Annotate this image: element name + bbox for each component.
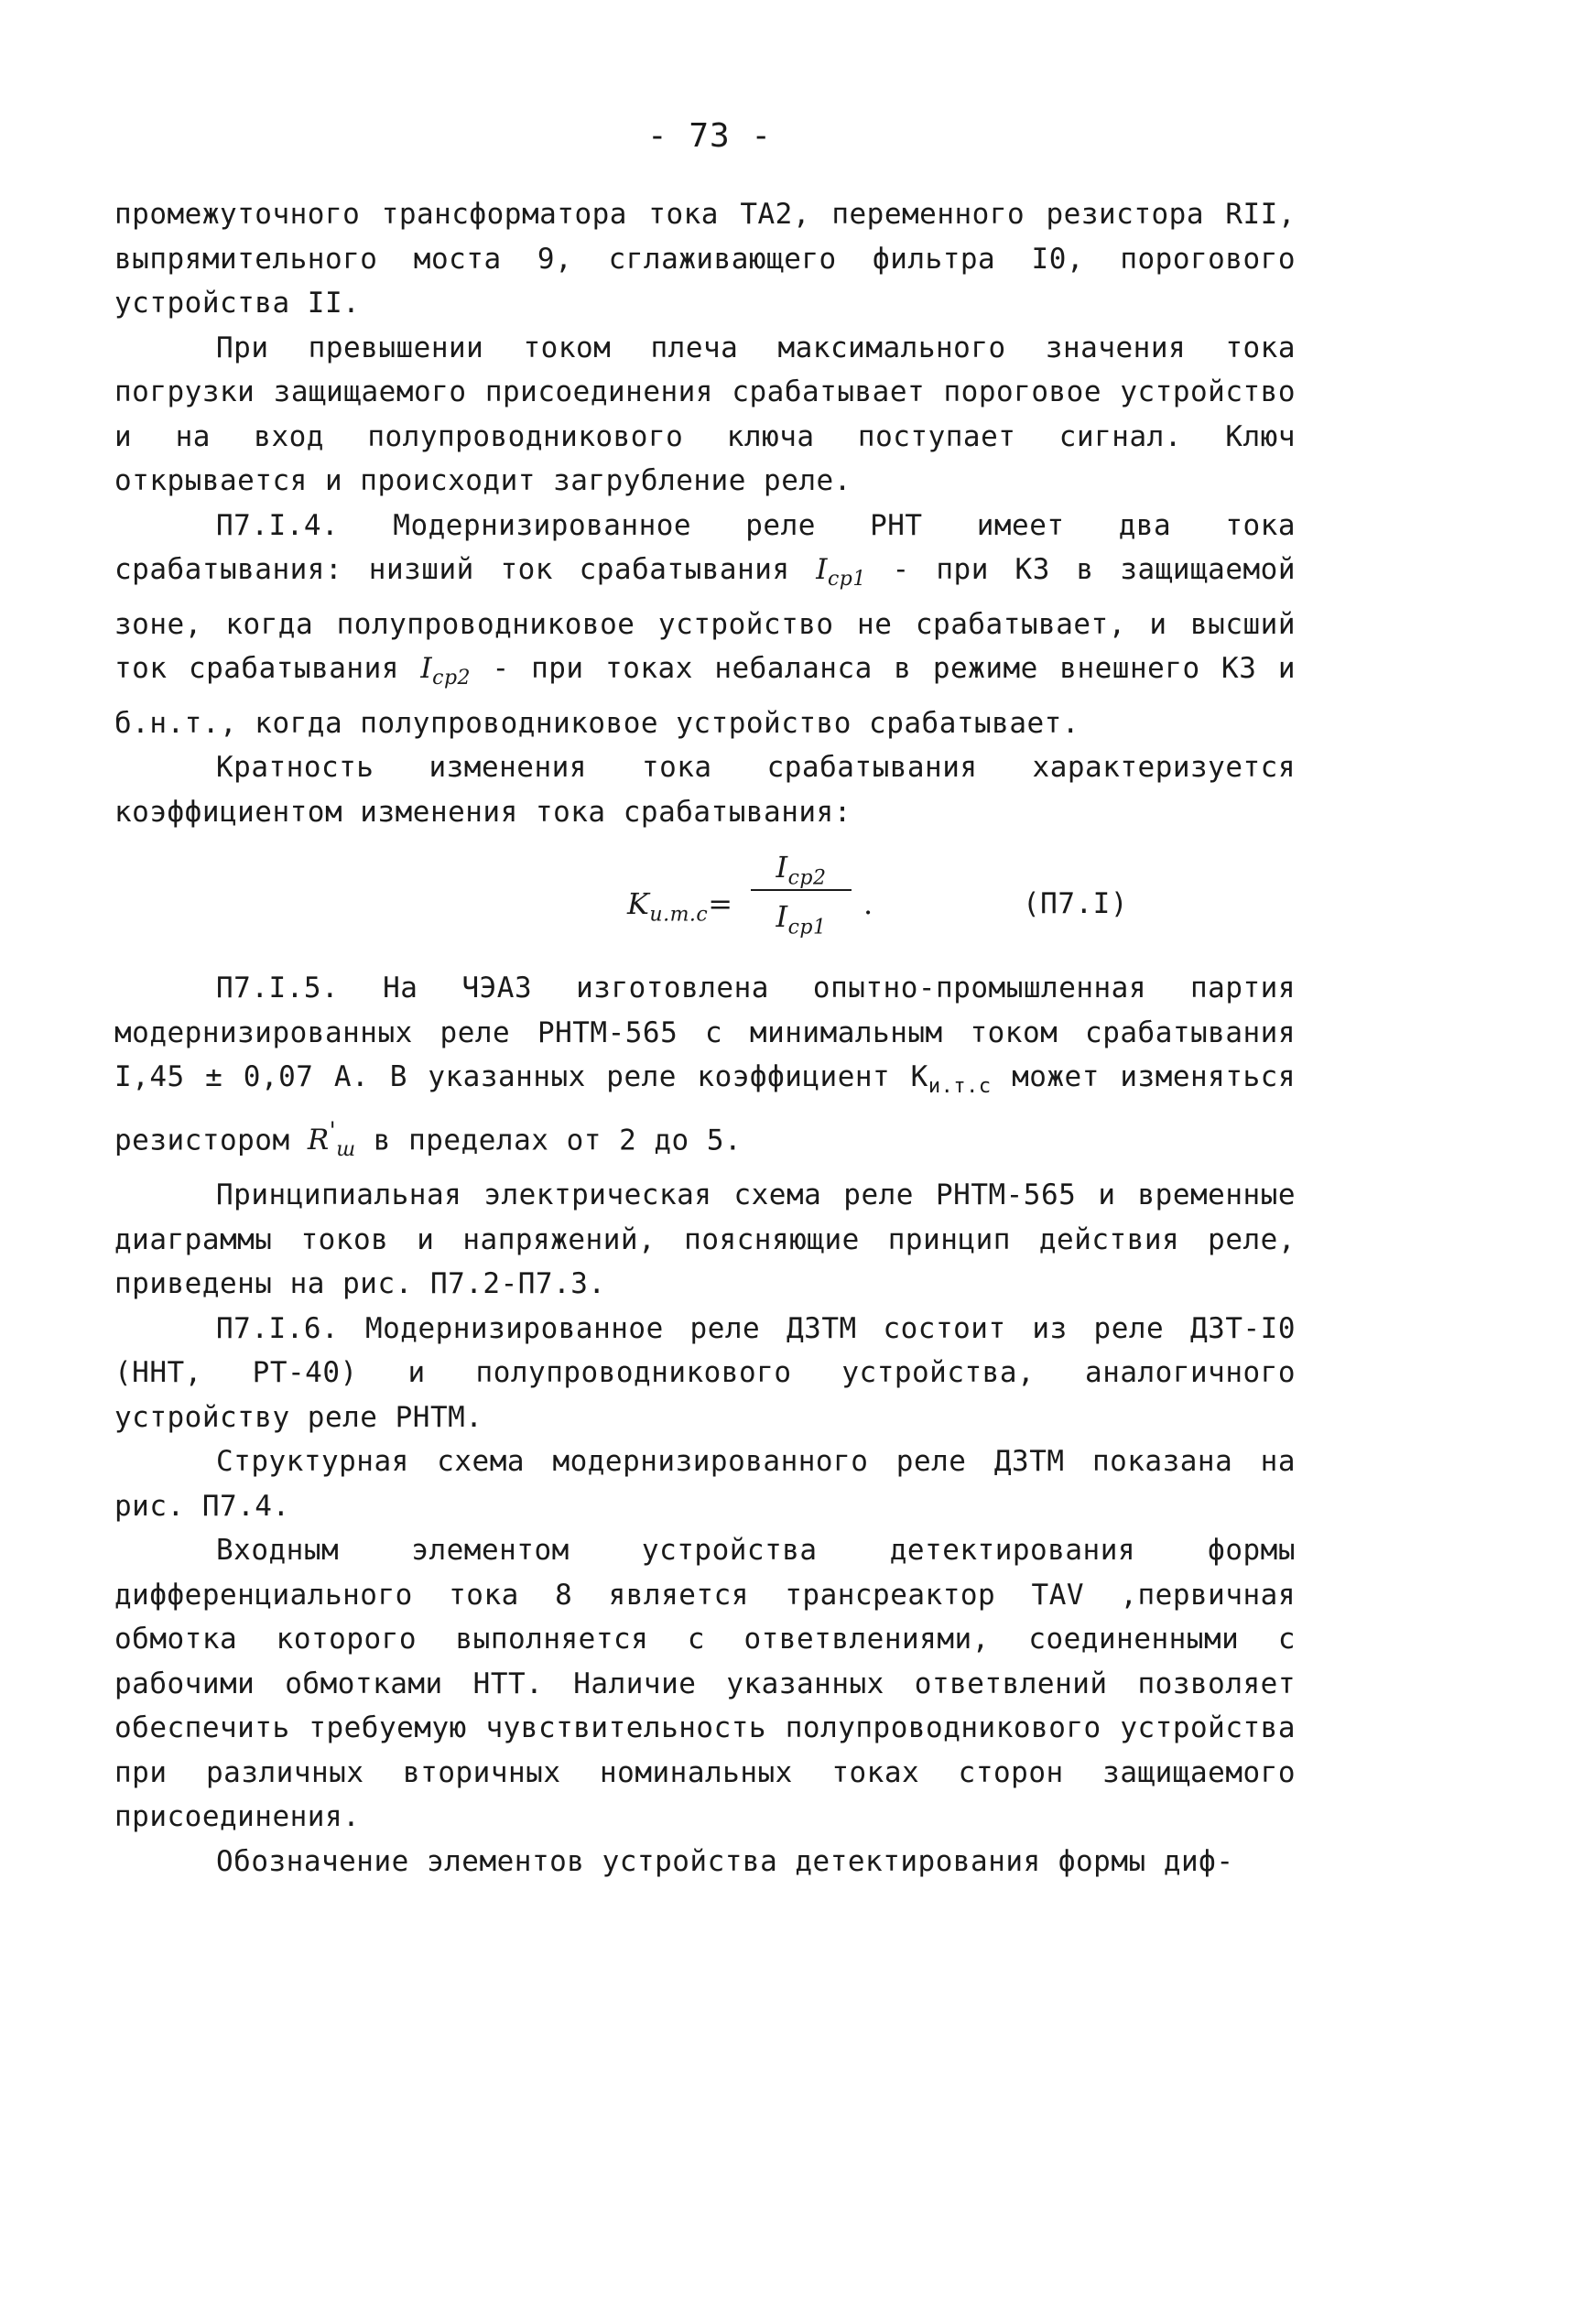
paragraph-5-part-1: П7.I.5. На ЧЭАЗ изготовлена опытно-промышленная партия модернизированных реле РНТМ-565 с минимальным током срабатывания I,45 ± 0,07 А. В указанных реле коэффициент К [114,972,1296,1094]
paragraph-3-part-3: - при токах небаланса в режиме внешнего КЗ и б.н.т., когда полупроводниковое устройство срабатывает. [114,652,1296,740]
formula-fraction [751,845,852,937]
paragraph-3-part-2: - при КЗ в защищаемой зоне, когда полупроводниковое устройство не срабатывает, и высший ток срабатывания [114,553,1296,686]
paragraph-6: Принципиальная электрическая схема реле РНТМ-565 и временные диаграммы токов и напряжений, поясняющие принцип действия реле, приведены на рис. П7.2-П7.3. [114,1178,1296,1301]
paragraph-7: П7.I.6. Модернизированное реле ДЗТМ состоит из реле ДЗТ-I0 (ННТ, РТ-40) и полупроводникового устройства, аналогичного устройству реле РНТМ. [114,1311,1296,1434]
paragraph-4: Кратность изменения тока срабатывания характеризуется коэффициентом изменения тока срабатывания: [114,751,1296,829]
paragraph-2: При превышении током плеча максимального значения тока погрузки защищаемого присоединения срабатывает пороговое устройство и на вход полупроводникового ключа поступает сигнал. Ключ открывается и происходит загрубление реле. [114,331,1296,497]
symbol-i-cp2: $I_{ср2}$ [420,652,472,690]
formula-numerator: $I_{ср2}$ [776,850,827,890]
formula-row [114,834,1296,966]
formula-label: (П7.I) [1023,887,1128,921]
symbol-k-sub: и.т.с [928,1075,992,1099]
page-number: - 73 - [646,117,773,155]
paragraph-3 [114,504,1296,746]
formula-denominator: $I_{ср1}$ [776,899,827,939]
paragraph-9: Входным элементом устройства детектирования формы дифференциального тока 8 является трансреактор TAV ,первичная обмотка которого выполняется с ответвлениями, соединенными с рабочими обмотками НТТ. Наличие указанных ответвлений позволяет обеспечить требуемую чувствительность полупроводникового устройства при различных вторичных номинальных токах сторон защищаемого присоединения. [114,1534,1296,1834]
paragraph-5 [114,966,1296,1173]
body-text [114,192,1296,1884]
paragraph-5-part-2: может изменяться резистором [114,1060,1296,1157]
symbol-r-sh: $R'_ш$ [307,1118,356,1162]
paragraph-5-part-3: в пределах от 2 до 5. [355,1124,743,1157]
paragraph-3-part-1: П7.I.4. Модернизированное реле РНТ имеет два тока срабатывания: низший ток срабатывания [114,508,1296,586]
formula-lhs: $K_{и.т.с}=$ [627,886,733,927]
formula-trailing-dot: . [863,886,873,922]
symbol-i-cp1: $I_{ср1}$ [816,553,866,592]
paragraph-10: Обозначение элементов устройства детектирования формы диф- [216,1844,1234,1878]
paragraph-8: Структурная схема модернизированного реле ДЗТМ показана на рис. П7.4. [114,1445,1296,1523]
paragraph-1: промежуточного трансформатора тока ТА2, переменного резистора RII, выпрямительного моста 9, сглаживающего фильтра I0, порогового устройства II. [114,198,1296,320]
